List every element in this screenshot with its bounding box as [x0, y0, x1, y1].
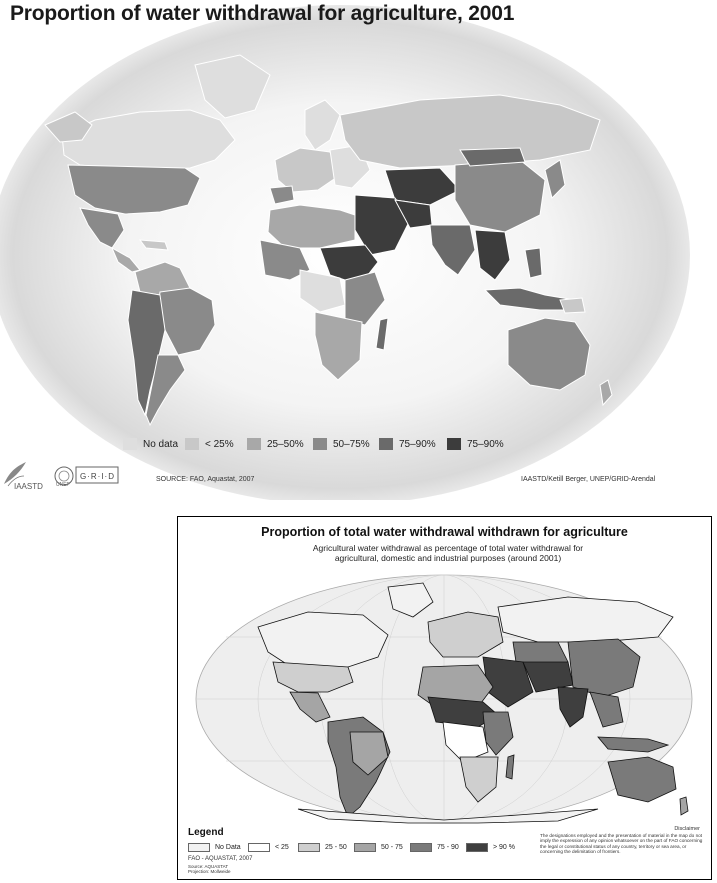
top-legend-label: 50–75%	[333, 438, 370, 450]
bottom-map-title: Proportion of total water withdrawal withdrawn for agriculture	[261, 525, 628, 539]
top-legend-item	[447, 436, 504, 452]
top-legend-swatch	[313, 438, 327, 450]
top-map-source: SOURCE: FAO, Aquastat, 2007	[156, 476, 255, 483]
bottom-legend-swatch	[466, 843, 488, 852]
unep-logo: UNEP	[56, 482, 70, 488]
bottom-legend-label: 25 - 50	[325, 844, 347, 851]
top-legend-item	[247, 436, 304, 452]
bottom-legend-item	[410, 842, 459, 853]
top-map-title: Proportion of water withdrawal for agriculture, 2001	[10, 2, 515, 25]
region-north-africa	[268, 205, 355, 248]
region-papua	[560, 298, 585, 313]
bottom-world-map	[178, 517, 711, 879]
bottom-map-projection: Source: AQUASTAT Projection: Mollweide	[188, 864, 231, 874]
bottom-legend-item	[466, 842, 515, 853]
bottom-legend-item	[298, 842, 347, 853]
bottom-map-panel	[177, 516, 712, 880]
bottom-legend-label: 50 - 75	[381, 844, 403, 851]
bottom-legend-item	[188, 842, 241, 853]
top-logos	[0, 460, 130, 496]
bottom-legend-swatch	[188, 843, 210, 852]
bottom-legend-swatch	[298, 843, 320, 852]
top-map-legend	[123, 436, 503, 454]
bottom-map-subtitle: Agricultural water withdrawal as percentage of total water withdrawal for agricultural, domestic and industrial purposes (around 2001)	[312, 543, 584, 563]
top-legend-item	[185, 436, 234, 452]
top-legend-label: No data	[143, 438, 179, 450]
bottom-legend-label: No Data	[215, 844, 241, 851]
bottom-map-source: FAO - AQUASTAT, 2007	[188, 856, 253, 862]
top-legend-swatch	[123, 438, 137, 450]
bottom-legend-label: < 25	[275, 844, 289, 851]
bmap-australia	[608, 757, 676, 802]
iaastd-logo: IAASTD	[14, 482, 43, 491]
grid-logo: G·R·I·D	[80, 472, 115, 481]
top-legend-swatch	[379, 438, 393, 450]
top-legend-label: 75–90%	[399, 438, 436, 450]
top-legend-label: 25–50%	[267, 438, 304, 450]
bottom-legend-item	[248, 842, 289, 853]
bottom-legend-label: > 90 %	[493, 844, 515, 851]
bottom-legend-item	[354, 842, 403, 853]
top-legend-label: < 25%	[205, 438, 234, 450]
bottom-map-legend	[188, 842, 518, 856]
disclaimer-text: The designations employed and the presentation of material in the map do not imply the expression of any opinion whatsoever on the part of FAO concerning the legal or constitutional status of any country, territory or sea area, or concerning the delimitation of frontiers.	[540, 833, 703, 855]
top-map-credit: IAASTD/Ketill Berger, UNEP/GRID-Arendal	[521, 476, 656, 483]
top-legend-item	[313, 436, 370, 452]
bottom-legend-label: 75 - 90	[437, 844, 459, 851]
top-legend-label: 75–90%	[467, 438, 504, 450]
bmap-russia	[498, 597, 673, 642]
bottom-legend-swatch	[410, 843, 432, 852]
bottom-legend-title: Legend	[188, 827, 224, 838]
bottom-legend-swatch	[354, 843, 376, 852]
top-legend-item	[379, 436, 436, 452]
bottom-legend-swatch	[248, 843, 270, 852]
disclaimer-title: Disclaimer	[674, 826, 700, 832]
top-legend-swatch	[185, 438, 199, 450]
top-legend-item	[123, 436, 178, 452]
bmap-new-zealand	[680, 797, 688, 815]
top-legend-swatch	[247, 438, 261, 450]
top-legend-swatch	[447, 438, 461, 450]
